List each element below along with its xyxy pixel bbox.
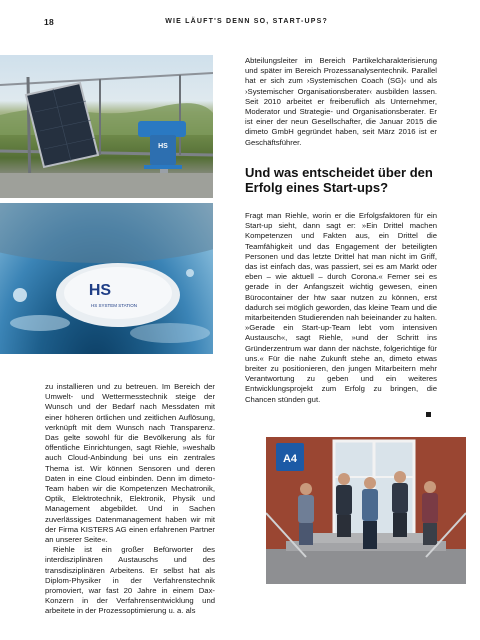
article-column-right-top	[245, 56, 437, 148]
disc-subtitle: HS SYSTEM STATION	[90, 303, 138, 308]
photo-team-art	[266, 437, 466, 584]
station-logo: HS	[158, 143, 168, 150]
paragraph: zu installieren und zu betreuen. Im Bereich der Umwelt- und Wettermesstechnik steige der Wunsch und der Bedarf nach Messdaten mit einer höheren örtlichen und zeitlichen Auflösung, verknüpft mit dem Wunsch nach Transparenz. Das gelte sowohl für die Bevölkerung als für öffentliche Einrichtungen, sagt Riehle, »weshalb auch Cloud-Anbindung bei uns ein zentrales Thema ist. Wir können Sensoren und deren Daten in eine Cloud einbinden. Denn im dimeto-Team haben wir die Kompetenzen Mechatronik, Optik, Elektrotechnik, Elektronik, Physik und Management abgebildet. Und in Sachen zuverlässiges Datenmanagement haben wir mit der Firma KISTERS AG einen erfahrenen Partner an unserer Seite«.	[45, 382, 215, 545]
photo-solar-station-art	[0, 55, 213, 198]
running-head: WIE LÄUFT'S DENN SO, START-UPS?	[165, 18, 328, 25]
paragraph: Fragt man Riehle, worin er die Erfolgsfaktoren für ein Start-up sieht, dann sagt er: »Ein Drittel machen Kompetenzen und Fakten aus, ein Drittel die Teamfähigkeit und das Engagement der beteiligten Personen und das letzte Drittel hat man nicht im Griff, das ist einfach das, was passiert, sei es am Markt oder eben – wie aktuell – durch Corona.« Ferner sei es gerade in der Anfangszeit wichtig gewesen, einen Bürocontainer der htw saar nutzen zu können, erst dadurch sei möglich geworden, das kleine Team und die mitarbeitenden Studierenden nah beieinander zu halten. »Gerade ein Start-up-Team lebt vom intensiven Austausch«, sagt Riehle, »und der Schritt ins Gründerzentrum war dann der nächste, folgerichtige für uns.« Für die nahe Zukunft stehe an, dimeto etwas breiter zu positionieren, den jungen Mitarbeitern mehr Verantwortung zu geben und ein weiteres Entwicklungsprojekt zum Erfolg zu bringen, die Chancen stünden gut.	[245, 211, 437, 404]
photo-sensor-water-art	[0, 203, 213, 354]
photo-solar-station	[0, 55, 213, 198]
article-column-left-bottom	[45, 382, 215, 617]
article-column-right-mid	[245, 211, 437, 405]
section-heading: Und was entscheidet über den Erfolg eines Start-ups?	[245, 165, 433, 195]
building-sign: A4	[282, 453, 298, 465]
disc-logo: HS	[88, 282, 112, 299]
paragraph: Abteilungsleiter im Bereich Partikelcharakterisierung und später im Bereich Prozessanalysentechnik. Parallel hat er sich zum ›Systemischen Coach (SG)‹ und als ›Systemischer Organisationsberater‹ ausbilden lassen. Seit 2010 arbeitet er freiberuflich als Unternehmer, Moderator und Strategie- und Organisationsberater. Er ist einer der neun Gesellschafter, die Januar 2015 die dimeto GmbH gegründet haben, seit März 2016 ist er Geschäftsführer.	[245, 56, 437, 147]
page-number: 18	[44, 17, 55, 27]
photo-sensor-water	[0, 203, 213, 354]
paragraph: Riehle ist ein großer Befürworter des interdisziplinären Austauschs und des transdisziplinären Arbeitens. Er selbst hat als Diplom-Physiker in der Verfahrenstechnik promoviert, war fast 20 Jahre in einem Dax-Konzern in der Verfahrensentwicklung und arbeitete in der Prozessoptimierung u. a. als	[45, 545, 215, 616]
photo-team	[266, 437, 466, 584]
end-mark	[426, 412, 431, 417]
